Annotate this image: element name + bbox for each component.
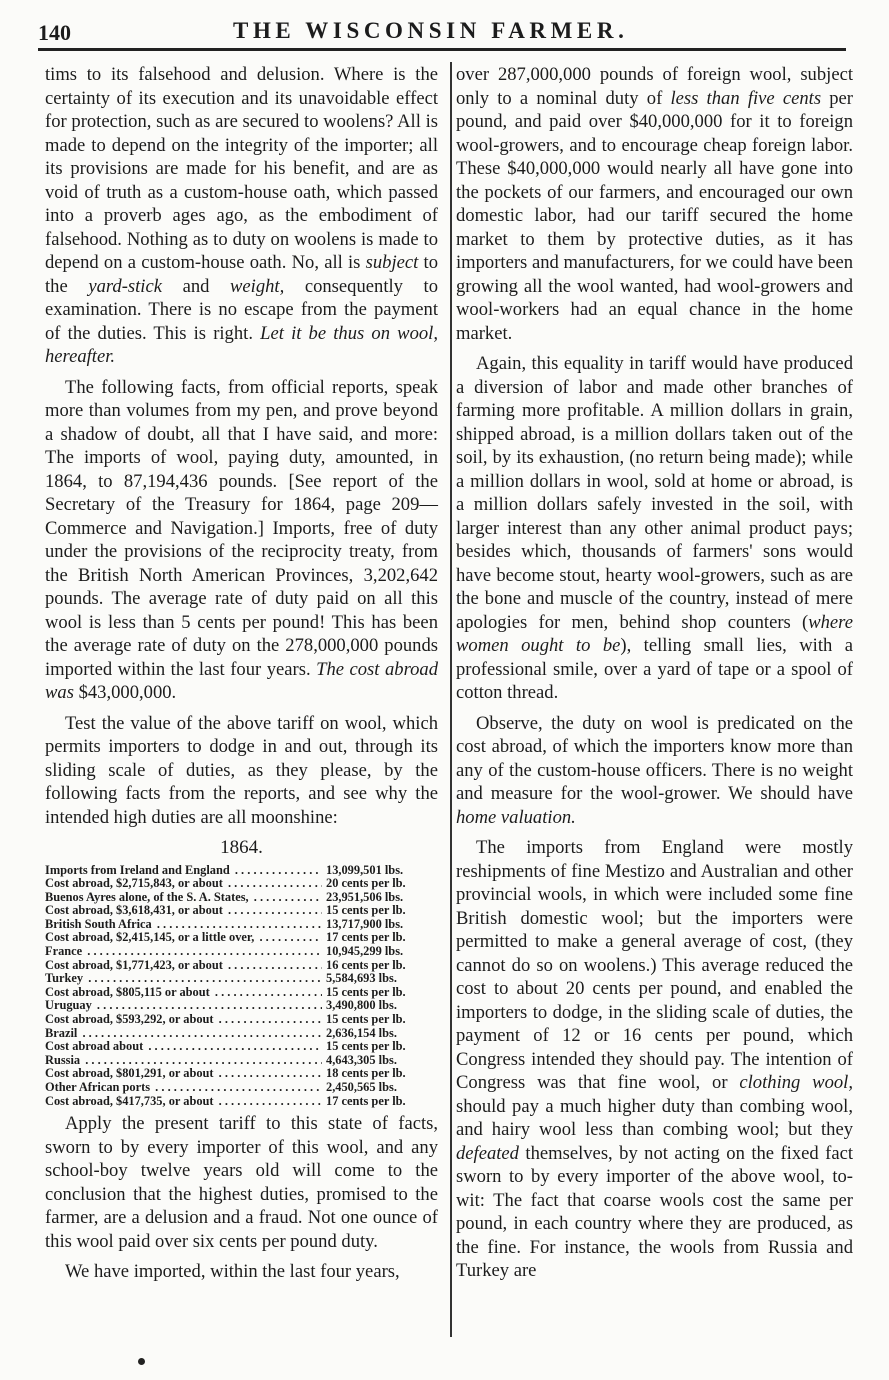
table-row [45,931,438,945]
table-cell-value: 17 cents per lb. [326,930,406,945]
table-row [45,918,438,932]
table-row [45,972,438,986]
table-cell-value: 15 cents per lb. [326,984,406,999]
table-row [45,959,438,973]
table-cell-value: 2,636,154 lbs. [326,1025,397,1040]
table-row [45,945,438,959]
table-row [45,1040,438,1054]
table-cell-label: Cost abroad, $3,618,431, or about . . . [45,904,322,918]
table-cell-label: Cost abroad about . . . [45,1040,322,1054]
table-cell-value: 5,584,693 lbs. [326,971,397,986]
table-cell-value: 16 cents per lb. [326,957,406,972]
page-number: 140 [38,20,71,45]
table-row [45,1013,438,1027]
paragraph: Observe, the duty on wool is predicated on the cost abroad, of which the importers know more than any of the custom-house officers. There is no weight and measure for the wool-grower. We should have home valuation. [456,712,853,828]
table-cell-value: 17 cents per lb. [326,1093,406,1108]
paragraph: We have imported, within the last four years, [65,1261,400,1283]
table-cell-label: Cost abroad, $1,771,423, or about . . . [45,959,322,973]
page-header [38,18,848,48]
paragraph: Test the value of the above tariff on wool, which permits importers to dodge in and out, through its sliding scale of duties, as they please, by the following facts from the reports, and see why the intended high duties are all moonshine: [45,712,438,828]
table-cell-value: 15 cents per lb. [326,903,406,918]
table-cell-label: France . . . [45,945,322,959]
table-row [45,1027,438,1041]
paragraph: Apply the present tariff to this state of facts, sworn to by every importer of this wool, and any school-boy twelve years old will come to the conclusion that the highest duties, promised to the farmer, are a delusion and a fraud. Not one ounce of this wool paid over six cents per pound duty. [45,1113,438,1252]
paragraph: tims to its falsehood and delusion. Where is the certainty of its execution and its unavoidable effect for protection, such as are secured to woolens? All is made to depend on the integrity of the importer; all its provisions are made for his benefit, and are as void of truth as a custom-house oath, which passed into a proverb ages ago, as the embodiment of falsehood. Nothing as to duty on woolens is made to depend on a custom-house oath. No, all is subject to the yard-stick and weight, consequently to examination. There is no escape from the payment of the duties. This is right. Let it be thus on wool, hereafter. [45,64,438,367]
column-divider [450,62,452,1337]
table-cell-value: 4,643,305 lbs. [326,1052,397,1067]
table-cell-value: 18 cents per lb. [326,1066,406,1081]
table-cell-value: 20 cents per lb. [326,876,406,891]
table-cell-value: 13,717,900 lbs. [326,916,404,931]
table-cell-label: Imports from Ireland and England . . . [45,864,322,878]
table-cell-value: 15 cents per lb. [326,1039,406,1054]
table-cell-label: Brazil . . . [45,1027,322,1041]
table-row [45,1054,438,1068]
table-cell-value: 23,951,506 lbs. [326,889,404,904]
paragraph: The imports from England were mostly reshipments of fine Mestizo and Australian and other provincial wools, in which were included some fine British domestic wool; but the importers were permitted to make a general average of cost, (they cannot do so on woolens.) This average reduced the cost to about 20 cents per pound, and enabled the importers to dodge, in the sliding scale of duties, the payment of 12 or 16 cents per pound, which Congress intended they should pay. The intention of Congress was that fine wool, or clothing wool, should pay a much higher duty than combing wool, and hairy wool less than combing wool; but they defeated themselves, by not acting on the fixed fact sworn to by every importer of the above wool, to-wit: The fact that coarse wools cost the same per pound, in each country where they are produced, as the fine. For instance, the wools from Russia and Turkey are [456,837,853,1281]
table-cell-label: Cost abroad, $593,292, or about . . . [45,1013,322,1027]
table-title: 1864. [220,837,263,858]
table-row [45,1095,438,1109]
table-cell-value: 15 cents per lb. [326,1012,406,1027]
table-row [45,1067,438,1081]
table-row [45,904,438,918]
table-cell-value: 10,945,299 lbs. [326,944,404,959]
table-row [45,986,438,1000]
left-column [45,63,438,1284]
print-mark [138,1358,145,1365]
table-cell-label: Uruguay . . . [45,999,322,1013]
table-cell-label: Buenos Ayres alone, of the S. A. States, . . . [45,891,322,905]
table-cell-label: Cost abroad, $805,115 or about . . . [45,986,322,1000]
table-cell-label: Cost abroad, $801,291, or about . . . [45,1067,322,1081]
table-row [45,877,438,891]
table-row [45,891,438,905]
header-rule [38,48,846,51]
table-cell-label: Cost abroad, $2,715,843, or about . . . [45,877,322,891]
table-cell-value: 13,099,501 lbs. [326,862,404,877]
table-cell-value: 2,450,565 lbs. [326,1080,397,1094]
table-row [45,999,438,1013]
table-cell-label: Russia . . . [45,1054,322,1068]
right-column [456,63,853,1283]
table-row [45,1081,438,1095]
paragraph: over 287,000,000 pounds of foreign wool, subject only to a nominal duty of less than five cents per pound, and paid over $40,000,000 for it to foreign wool-growers, and to encourage cheap foreign labor. These $40,000,000 would nearly all have gone into the pockets of our farmers, and encouraged our own domestic labor, had our tariff secured the home market to them by protective duties, as it has importers and manufacturers, for we could have been growing all the wool wanted, had wool-growers and wool-workers had an equal chance in the home market. [456,64,854,344]
publication-title: THE WISCONSIN FARMER. [233,18,629,43]
paragraph: The following facts, from official reports, speak more than volumes from my pen, and prove beyond a shadow of doubt, all that I have said, and more: The imports of wool, paying duty, amounted, in 1864, to 87,194,436 pounds. [See report of the Secretary of the Treasury for 1864, page 209—Commerce and Navigation.] Imports, free of duty under the provisions of the reciprocity treaty, from the British North American Provinces, 3,202,642 pounds. The average rate of duty paid on all this wool is less than 5 cents per pound! This has been the average rate of duty on the 278,000,000 pounds imported within the last four years. The cost abroad was $43,000,000. [45,376,439,703]
table-row [45,864,438,878]
table-cell-label: Cost abroad, $2,415,145, or a little over, . . . [45,931,322,945]
imports-table [45,864,438,1109]
table-cell-label: British South Africa . . . [45,918,322,932]
table-cell-label: Other African ports . . . [45,1081,322,1095]
table-cell-label: Cost abroad, $417,735, or about . . . [45,1095,322,1109]
table-cell-label: Turkey . . . [45,972,322,986]
table-cell-value: 3,490,800 lbs. [326,998,397,1013]
paragraph: Again, this equality in tariff would have produced a diversion of labor and made other branches of farming more profitable. A million dollars in grain, shipped abroad, is a million dollars taken out of the soil, by its exhaustion, (no return being made); while a million dollars in wool, sold at home or abroad, is a million dollars safely invested in the soil, with larger interest than any other animal product pays; besides which, thousands of farmers' sons would have become stout, hearty wool-growers, such as are the bone and muscle of the country, instead of mere apologies for men, behind shop counters (where women ought to be), telling small lies, with a professional smile, over a yard of tape or a spool of cotton thread. [456,353,853,703]
